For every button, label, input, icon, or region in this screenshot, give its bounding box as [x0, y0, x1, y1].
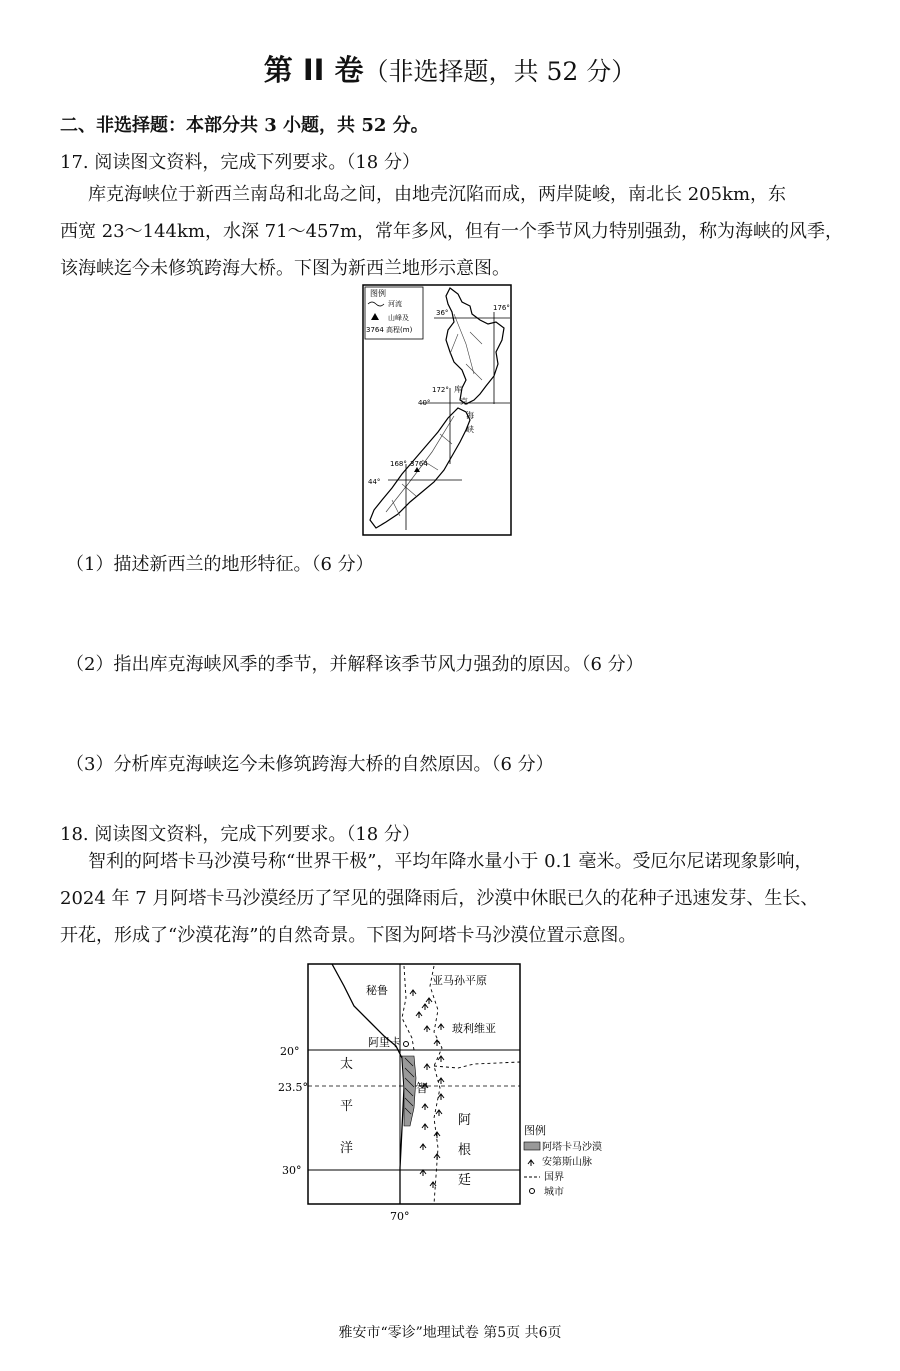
- strait-char: 峡: [466, 425, 474, 434]
- label-amazon: 亚马孙平原: [432, 974, 487, 987]
- atacama-map: [274, 958, 624, 1228]
- lon-168-label: 168°: [390, 460, 407, 468]
- andes-legend-icon: [528, 1160, 534, 1166]
- text-line: 库克海峡位于新西兰南岛和北岛之间，由地壳沉陷而成，两岸陡峻，南北长 205km，东: [88, 184, 787, 205]
- text-line: 2024 年 7 月阿塔卡马沙漠经历了罕见的强降雨后，沙漠中休眠已久的花种子迅速发芽、生长、: [60, 888, 819, 909]
- legend-city: 城市: [544, 1187, 564, 1198]
- label-pacific: 太: [340, 1057, 354, 1072]
- question-17-2: （2）指出库克海峡风季的季节，并解释该季节风力强劲的原因。（6 分）: [66, 654, 644, 675]
- new-zealand-map: [362, 284, 512, 536]
- page-title: 第 II 卷（非选择题，共 52 分）: [263, 53, 637, 87]
- legend-peak: 山峰及: [388, 314, 409, 322]
- lat-44-label: 44°: [368, 478, 381, 486]
- lat-23-5-label: 23.5°: [278, 1081, 308, 1094]
- legend-desert: 阿塔卡马沙漠: [542, 1142, 602, 1153]
- label-argentina: 廷: [458, 1173, 472, 1188]
- label-peru: 秘鲁: [366, 984, 388, 997]
- text-line: 西宽 23～144km，水深 71～457m，常年多风，但有一个季节风力特别强劲，称为海峡的风季，: [60, 221, 844, 242]
- legend-peak-elev: 3764 高程(m): [366, 326, 413, 334]
- page-footer: 雅安市“零诊”地理试卷 第5页 共6页: [338, 1325, 562, 1341]
- legend-desert-swatch: [524, 1142, 540, 1150]
- arica-city-icon: [404, 1042, 409, 1047]
- label-argentina: 阿: [458, 1113, 472, 1128]
- strait-char: 海: [466, 411, 474, 420]
- label-pacific: 洋: [340, 1141, 354, 1156]
- lon-70-label: 70°: [390, 1210, 410, 1223]
- strait-char: 克: [460, 397, 468, 406]
- city-legend-icon: [530, 1189, 535, 1194]
- legend-title: 图例: [524, 1124, 546, 1137]
- lat-30-label: 30°: [282, 1164, 302, 1177]
- section-heading: 二、非选择题：本部分共 3 小题，共 52 分。: [60, 115, 429, 136]
- label-bolivia: 玻利维亚: [452, 1022, 496, 1035]
- label-arica: 阿里卡: [368, 1036, 401, 1049]
- lat-20-label: 20°: [280, 1045, 300, 1058]
- question-18-heading: 18. 阅读图文资料，完成下列要求。（18 分）: [60, 824, 420, 845]
- legend-andes: 安第斯山脉: [542, 1157, 592, 1168]
- lon-176-label: 176°: [493, 304, 510, 312]
- question-18-text: [60, 843, 860, 954]
- question-17-heading: 17. 阅读图文资料，完成下列要求。（18 分）: [60, 152, 420, 173]
- label-chile: 智: [416, 1081, 429, 1095]
- label-argentina: 根: [458, 1143, 472, 1158]
- question-17-text: [60, 176, 860, 287]
- peak-elev-label: 3764: [410, 460, 428, 468]
- text-line: 该海峡迄今未修筑跨海大桥。下图为新西兰地形示意图。: [60, 258, 510, 279]
- label-pacific: 平: [340, 1099, 354, 1114]
- lat-36-label: 36°: [436, 309, 449, 317]
- strait-char: 库: [454, 385, 462, 394]
- legend-river: 河流: [388, 300, 402, 308]
- lon-172-label: 172°: [432, 386, 449, 394]
- text-line: 开花，形成了“沙漠花海”的自然奇景。下图为阿塔卡马沙漠位置示意图。: [60, 925, 637, 946]
- text-line: 智利的阿塔卡马沙漠号称“世界干极”，平均年降水量小于 0.1 毫米。受厄尔尼诺现象影响，: [88, 851, 813, 872]
- question-17-3: （3）分析库克海峡迄今未修筑跨海大桥的自然原因。（6 分）: [66, 754, 554, 775]
- question-17-1: （1）描述新西兰的地形特征。（6 分）: [66, 554, 374, 575]
- legend-title: 图例: [370, 289, 386, 298]
- legend-border: 国界: [544, 1172, 564, 1183]
- lat-40-label: 40°: [418, 399, 431, 407]
